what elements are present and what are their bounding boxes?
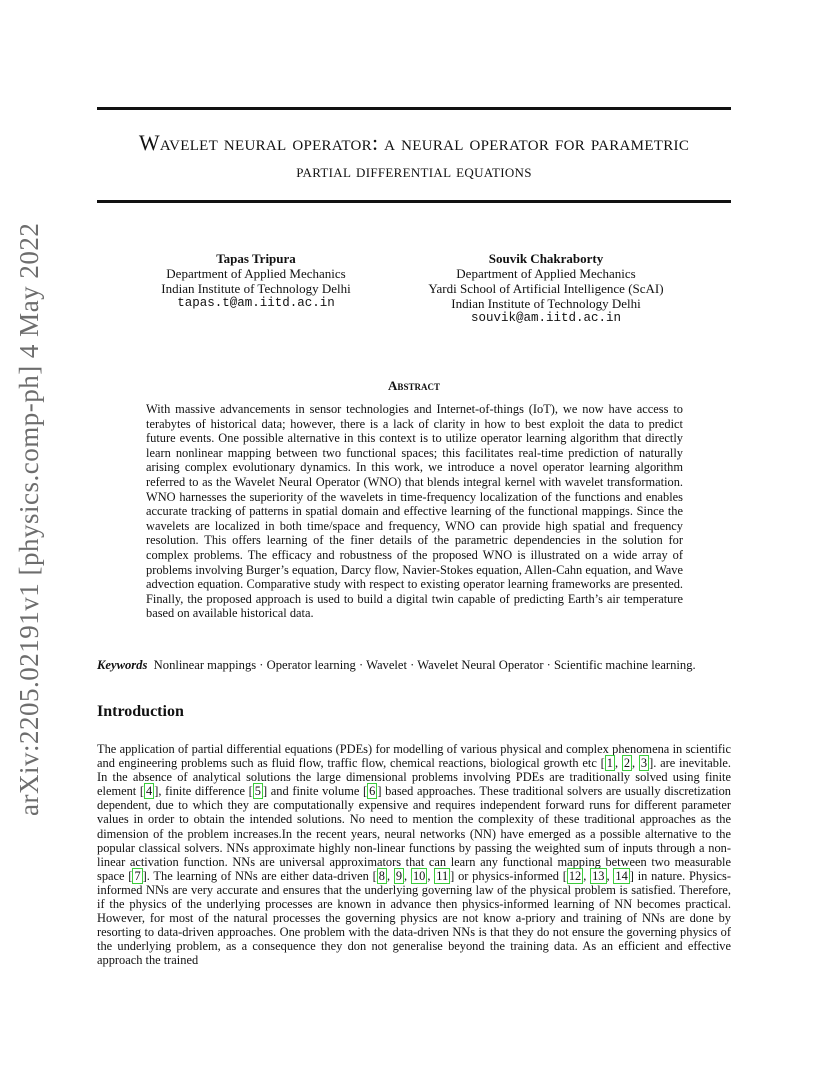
introduction-text: ] or physics-informed [ <box>450 868 567 883</box>
author-school: Yardi School of Artificial Intelligence (ScAI) <box>428 281 664 296</box>
citation-link[interactable]: 13 <box>592 868 605 883</box>
introduction-text: , <box>404 868 411 883</box>
keywords-label: Keywords <box>97 658 148 672</box>
citation-link[interactable]: 4 <box>146 784 153 799</box>
keywords-text: Nonlinear mappings · Operator learning · Wavelet · Wavelet Neural Operator · Scientific machine learning. <box>153 658 696 672</box>
introduction-text: ] in nature. Physics-informed NNs are very accurate and ensures that the underlying governing law of the physical problem is satisfied. Therefore, if the physics of the underlying processes are known in advance then physics-informed learning of NN becomes practical. However, for most of the natural processes the governing physics are not know a-priory and training of NNs are done by resorting to data-driven approaches. One problem with the data-driven NNs is that they do not ensure the governing physics of the underlying problem, as a consequence they don not generalise beyond the training data. As an efficient and effective approach the trained <box>97 868 731 968</box>
citation-link[interactable]: 7 <box>134 868 141 883</box>
citation-link[interactable]: 10 <box>412 868 426 883</box>
citation-link[interactable]: 8 <box>378 868 385 883</box>
citation-link[interactable]: 6 <box>369 784 376 799</box>
citation-link[interactable]: 14 <box>615 868 628 883</box>
introduction-text: , <box>386 868 394 883</box>
citation-link[interactable]: 9 <box>395 868 403 883</box>
introduction-text: , <box>632 756 639 771</box>
abstract-heading: Abstract <box>388 378 440 393</box>
introduction-text: , <box>606 868 614 883</box>
keywords-line <box>97 658 757 673</box>
introduction-text: ]. The learning of NNs are either data-driven [ <box>142 868 377 883</box>
section-heading-introduction: Introduction <box>97 703 184 720</box>
introduction-text: , <box>614 756 622 771</box>
citation-link[interactable]: 11 <box>436 868 449 883</box>
paper-title-line-1: Wavelet neural operator: a neural operator for parametric <box>138 130 690 155</box>
introduction-paragraph <box>97 742 731 968</box>
introduction-text: ], finite difference [ <box>154 784 253 799</box>
introduction-text: , <box>583 868 591 883</box>
author-name: Souvik Chakraborty <box>488 251 604 266</box>
author-email[interactable]: tapas.t@am.iitd.ac.in <box>177 296 335 310</box>
title-bottom-rule <box>97 200 731 203</box>
paper-title-line-2: partial differential equations <box>296 161 532 181</box>
author-block-1 <box>140 251 372 311</box>
introduction-text: ] based approaches. These traditional solvers are usually discretization dependent, due to which they are computationally expensive and requires independent forward runs for different parameter values in order to obtain the intended solutions. No need to mention the complexity of these traditional approaches as the dimension of the problem increases.In the recent years, neural networks (NN) have emerged as a possible alternative to the popular classical solvers. NNs approximate highly non-linear functions by passing the weighted sum of inputs through a non-linear activation function. NNs are universal approximators that can learn any functional mapping between two measurable space [ <box>97 784 731 883</box>
introduction-text: ]. are inevitable. In the absence of analytical solutions the large dimensional problems involving PDEs are traditionally solved using finite element [ <box>97 756 731 799</box>
citation-link[interactable]: 5 <box>254 784 261 799</box>
citation-link[interactable]: 2 <box>623 756 631 771</box>
author-department: Department of Applied Mechanics <box>456 266 636 281</box>
introduction-text: The application of partial differential equations (PDEs) for modelling of various physical and complex phenomena in scientific and engineering problems such as fluid flow, traffic flow, chemical reactions, biological growth etc [ <box>97 742 731 771</box>
author-institute: Indian Institute of Technology Delhi <box>161 281 351 296</box>
author-institute: Indian Institute of Technology Delhi <box>451 296 641 311</box>
author-department: Department of Applied Mechanics <box>166 266 346 281</box>
citation-link[interactable]: 1 <box>606 756 613 771</box>
arxiv-side-identifier: arXiv:2205.02191v1 [physics.comp-ph] 4 May 2022 <box>14 222 44 816</box>
citation-link[interactable]: 3 <box>640 756 648 771</box>
author-block-2 <box>408 251 684 326</box>
title-top-rule <box>97 107 731 110</box>
author-email[interactable]: souvik@am.iitd.ac.in <box>470 311 622 325</box>
abstract-text: With massive advancements in sensor technologies and Internet-of-things (IoT), we now have access to terabytes of historical data; however, there is a lack of clarity in how to best exploit the data to predict future events. One possible alternative in this context is to utilize operator learning algorithm that directly learn nonlinear mapping between two functional spaces; this facilitates real-time prediction of naturally arising complex evolutionary dynamics. In this work, we introduce a novel operator learning algorithm referred to as the Wavelet Neural Operator (WNO) that blends integral kernel with wavelet transformation. WNO harnesses the superiority of the wavelets in time-frequency localization of the functions and enables accurate tracking of patterns in spatial domain and effective learning of the functional mappings. Since the wavelets are localized in both time/space and frequency, WNO can provide high spatial and frequency resolution. This offers learning of the finer details of the parametric dependencies in the solution for complex problems. The efficacy and robustness of the proposed WNO is illustrated on a wide array of problems involving Burger’s equation, Darcy flow, Navier-Stokes equation, Allen-Cahn equation, and Wave advection equation. Comparative study with respect to existing operator learning frameworks are presented. Finally, the proposed approach is used to build a digital twin capable of predicting Earth’s air temperature based on available historical data. <box>146 402 683 621</box>
citation-link[interactable]: 12 <box>568 868 582 883</box>
introduction-text: ] and finite volume [ <box>262 784 368 799</box>
author-name: Tapas Tripura <box>216 251 296 266</box>
introduction-text: , <box>427 868 435 883</box>
